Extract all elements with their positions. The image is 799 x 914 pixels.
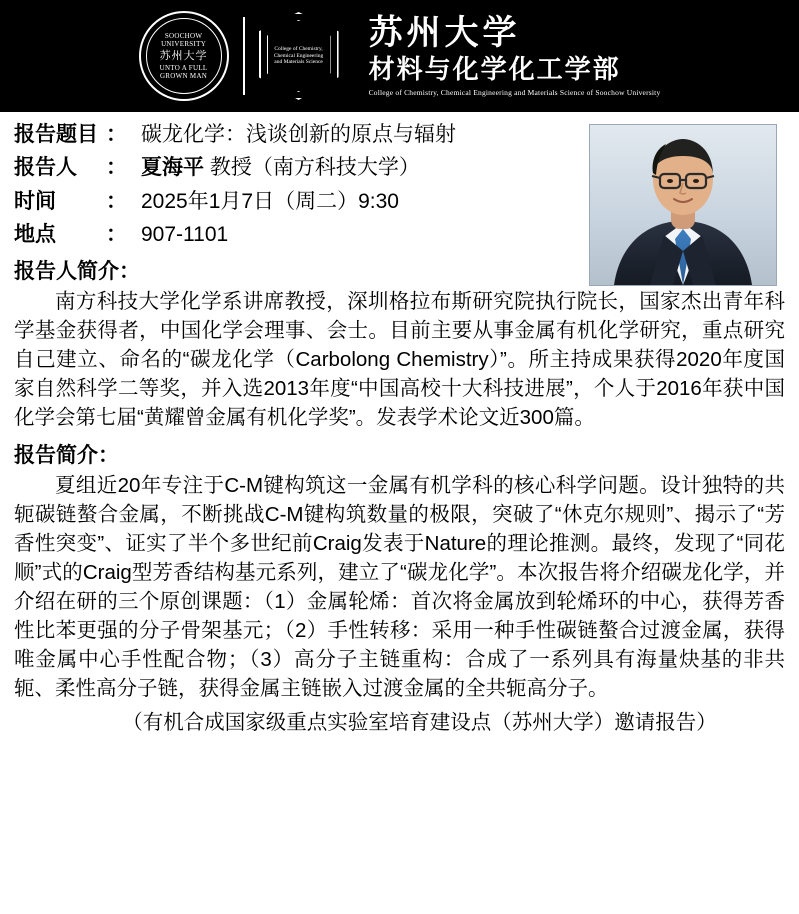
poster-body	[0, 112, 799, 738]
speaker-colon: ：	[106, 156, 127, 180]
bio-heading-text: 报告人简介	[14, 260, 119, 283]
university-name-cn: 苏州大学	[368, 14, 521, 52]
time-label: 时间	[14, 189, 56, 213]
portrait-illustration	[590, 125, 776, 285]
seal-chinese: 苏州大学	[159, 49, 208, 62]
college-shield-icon	[259, 12, 339, 100]
abstract-heading-text: 报告简介	[14, 443, 98, 467]
place-value: 907-1101	[141, 222, 229, 246]
seal-english-bottom: UNTO A FULL GROWN MAN	[159, 64, 208, 81]
seal-english-top: SOOCHOW UNIVERSITY	[161, 31, 207, 48]
time-colon: ：	[106, 189, 127, 213]
speaker-label: 报告人	[14, 156, 77, 180]
talk-title-label: 报告题目	[14, 123, 98, 146]
speaker-name: 夏海平	[141, 156, 204, 180]
abstract-heading-colon: ：	[98, 443, 119, 467]
speaker-portrait	[589, 124, 777, 286]
place-colon: ：	[106, 222, 127, 246]
soochow-university-seal-icon	[139, 11, 229, 101]
abstract-heading	[14, 439, 785, 469]
time-value: 2025年1月7日（周二）9:30	[141, 189, 399, 213]
talk-title-colon: ：	[106, 123, 127, 146]
department-name-cn: 材料与化学化工学部	[368, 55, 621, 85]
host-note: （有机合成国家级重点实验室培育建设点（苏州大学）邀请报告）	[122, 711, 717, 735]
abstract-paragraph: 夏组近20年专注于C-M键构筑这一金属有机学科的核心科学问题。设计独特的共轭碳链螯合金属，不断挑战C-M键构筑数量的极限，突破了“休克尔规则”、揭示了“芳香性突变”、证实了半个多世纪前Craig发表于Nature的理论推测。最终，发现了“同花顺”式的Craig型芳香结构基元系列，建立了“碳龙化学”。本次报告将介绍碳龙化学，并介绍在研的三个原创课题：（1）金属轮烯：首次将金属放到轮烯环的中心，获得芳香性比苯更强的分子骨架基元；（2）手性转移：采用一种手性碳链螯合过渡金属，获得唯金属中心手性配合物；（3）高分子主链重构：合成了一系列具有海量炔基的非共轭、柔性高分子链，获得金属主链嵌入过渡金属的全共轭高分子。	[14, 473, 785, 701]
bio-paragraph: 南方科技大学化学系讲席教授，深圳格拉布斯研究院执行院长，国家杰出青年科学基金获得者，中国化学会理事、会士。目前主要从事金属有机化学研究，重点研究自己建立、命名的“碳龙化学（Carbolong Chemistry）”。所主持成果获得2020年度国家自然科学二等奖，并入选2013年度“中国高校十大科技进展”，个人于2016年获中国化学会第七届“黄耀曾金属有机化学奖”。发表学术论文近300篇。	[14, 290, 785, 430]
bio-heading-colon: ：	[119, 260, 140, 283]
header-banner	[0, 0, 799, 112]
talk-title-value: 碳龙化学：浅谈创新的原点与辐射	[141, 123, 456, 146]
university-name-block	[369, 15, 661, 98]
logo-group	[139, 11, 661, 101]
place-label: 地点	[14, 222, 56, 246]
speaker-affiliation: 教授（南方科技大学）	[209, 156, 420, 180]
department-name-en: College of Chemistry, Chemical Engineering and Materials Science of Soochow University	[368, 88, 661, 98]
shield-label: College of Chemistry, Chemical Engineering and Materials Science	[273, 45, 324, 66]
logo-divider	[243, 17, 245, 95]
